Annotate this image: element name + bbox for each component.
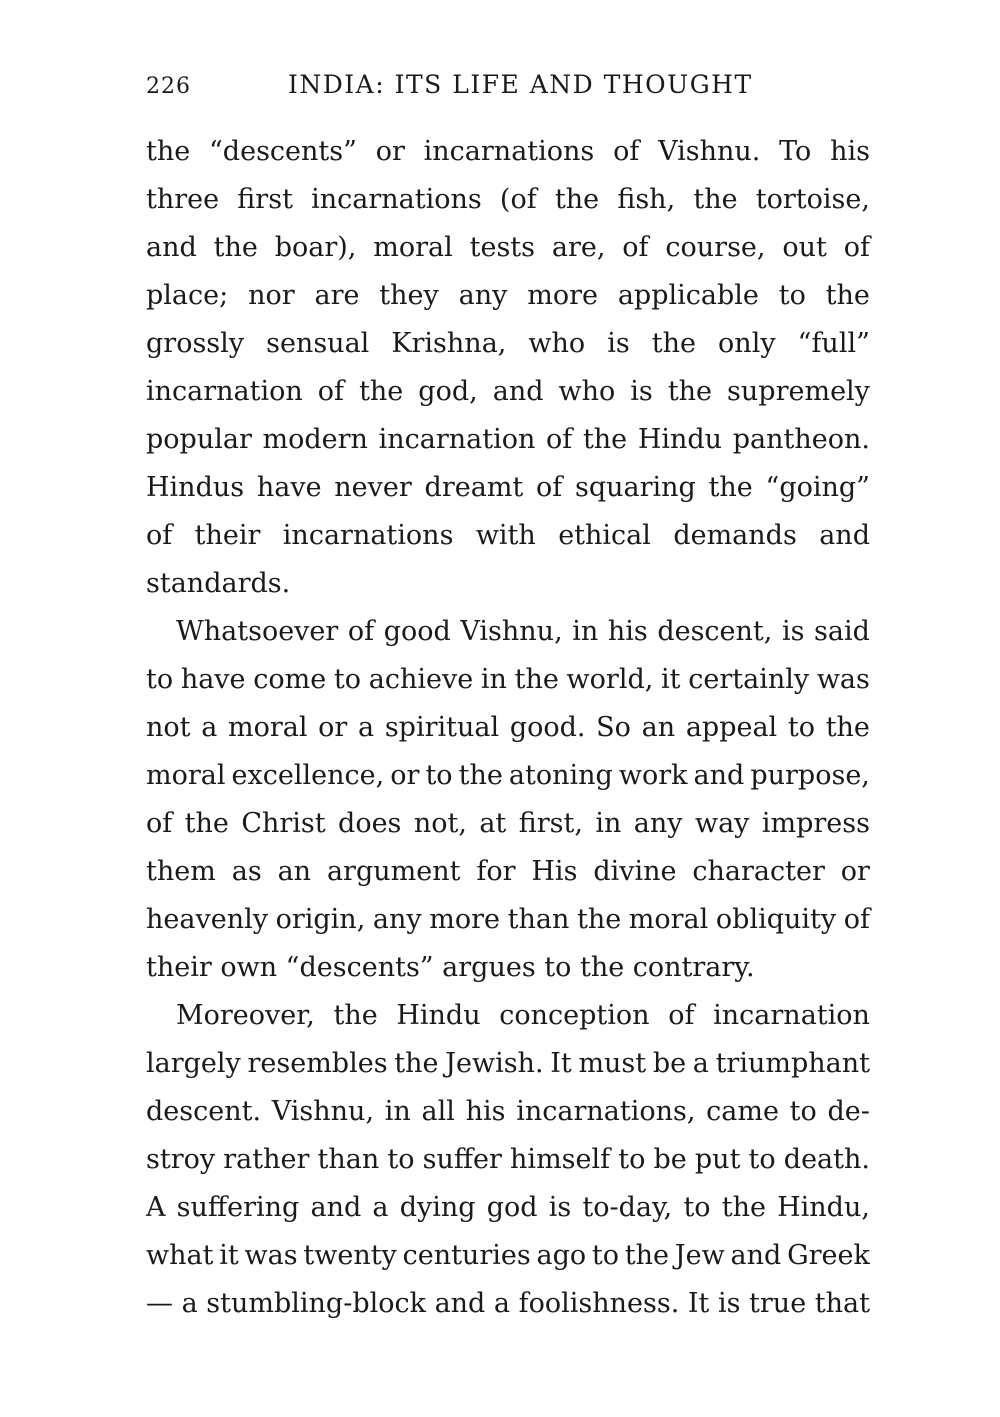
text-line: — a stumbling-block and a foolishness. It is true that [146,1288,870,1319]
body-text [146,128,870,1328]
text-line: of the Christ does not, at first, in any way impress [146,808,870,839]
text-line: the “descents” or incarnations of Vishnu. To his [146,136,870,167]
text-line: heavenly origin, any more than the moral obliquity of [146,904,870,935]
text-line: moral excellence, or to the atoning work and purpose, [146,760,870,791]
text-line: stroy rather than to suffer himself to be put to death. [146,1144,870,1175]
text-line: not a moral or a spiritual good. So an appeal to the [146,712,870,743]
text-line: and the boar), moral tests are, of course, out of [146,232,870,263]
text-line: standards. [146,568,291,599]
text-line: largely resembles the Jewish. It must be a triumphant [146,1048,870,1079]
text-line: incarnation of the god, and who is the supremely [146,376,870,407]
paragraph [146,128,870,608]
text-line: them as an argument for His divine character or [146,856,870,887]
page-number: 226 [146,74,191,99]
text-line: what it was twenty centuries ago to the Jew and Greek [146,1240,870,1271]
running-head [146,70,870,104]
paragraph [146,608,870,992]
text-line: A suffering and a dying god is to-day, to the Hindu, [146,1192,870,1223]
running-title: INDIA: ITS LIFE AND THOUGHT [288,70,753,99]
text-line: descent. Vishnu, in all his incarnations, came to de- [146,1096,870,1127]
text-line: Moreover, the Hindu conception of incarnation [176,1000,870,1031]
text-line: three first incarnations (of the fish, the tortoise, [146,184,870,215]
text-line: Hindus have never dreamt of squaring the “going” [146,472,870,503]
text-line: grossly sensual Krishna, who is the only “full” [146,328,870,359]
text-line: their own “descents” argues to the contrary. [146,952,755,983]
text-line: to have come to achieve in the world, it certainly was [146,664,870,695]
text-line: popular modern incarnation of the Hindu pantheon. [146,424,870,455]
text-line: of their incarnations with ethical demands and [146,520,870,551]
text-line: Whatsoever of good Vishnu, in his descent, is said [176,616,870,647]
paragraph [146,992,870,1328]
text-line: place; nor are they any more applicable to the [146,280,870,311]
